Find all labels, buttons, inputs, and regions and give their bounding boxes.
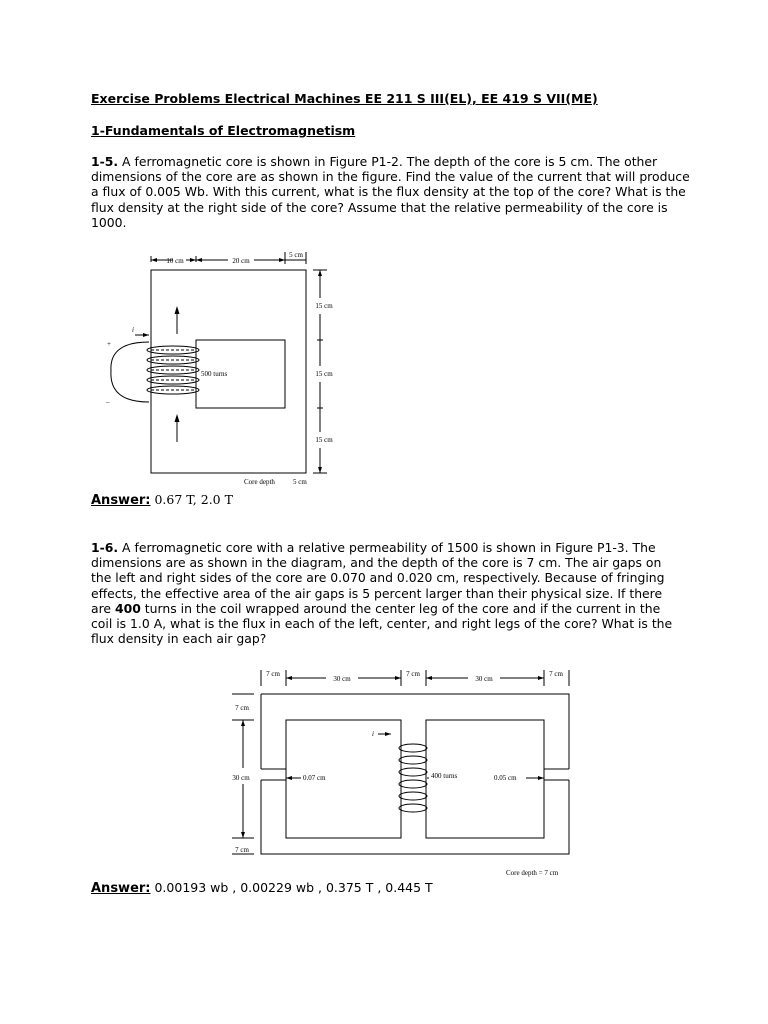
turns-label: 400 turns <box>431 772 458 780</box>
dim-v2-label: 15 cm <box>315 370 333 378</box>
dim-v3-label: 15 cm <box>315 436 333 444</box>
top-dim-4: 30 cm <box>475 675 493 683</box>
problem-statement-b: turns in the coil wrapped around the center leg of the core and if the current in the coil is 1.0 A, what is the flux in each of the left, center, and right legs of the core? What is the flux density in each air gap? <box>91 600 673 647</box>
gap-left-label: 0.07 cm <box>303 774 326 782</box>
top-dim-5: 7 cm <box>549 670 563 678</box>
minus-sign: – <box>106 398 110 406</box>
problem-number: 1-5. <box>91 154 119 169</box>
dim-middle-label: 20 cm <box>232 257 250 265</box>
current-label: i <box>132 326 134 334</box>
problem-statement: A ferromagnetic core is shown in Figure P1-2. The depth of the core is 5 cm. The other dimensions of the core are as shown in the figure. Find the value of the current that will produce a flux of 0.005 Wb. With this current, what is the flux density at the top of the core? What is the flux density at the right side of the core? Assume that the relative permeability of the core is 1000. <box>91 154 690 230</box>
top-dim-2: 30 cm <box>333 675 351 683</box>
current-label: i <box>372 730 374 738</box>
answer-1-6 <box>91 880 433 896</box>
turns-label: 500 turns <box>201 370 228 378</box>
problem-1-6-text <box>91 540 681 646</box>
problem-number: 1-6. <box>91 540 119 555</box>
dim-right-label: 5 cm <box>289 251 303 259</box>
dim-v1-label: 15 cm <box>315 302 333 310</box>
top-dim-3: 7 cm <box>406 670 420 678</box>
figure-p1-2 <box>91 246 346 492</box>
figure-p1-3 <box>226 662 578 884</box>
answer-label: Answer: <box>91 881 151 896</box>
plus-sign: + <box>107 340 111 348</box>
answer-label: Answer: <box>91 493 151 508</box>
problem-statement-a: A ferromagnetic core with a relative permeability of 1500 is shown in Figure P1-3. The dimensions are as shown in the diagram, and the depth of the core is 7 cm. The air gaps on the left and right sides of the core are 0.070 and 0.020 cm, respectively. Because of fringing effects, the effective area of the air gaps is 5 percent larger than their physical size. If there are <box>91 540 665 616</box>
core-depth-label: Core depth <box>244 478 275 486</box>
left-dim-3: 7 cm <box>235 846 249 854</box>
answer-value: 0.67 T, 2.0 T <box>154 492 233 507</box>
top-dim-1: 7 cm <box>266 670 280 678</box>
problem-1-5-text <box>91 154 691 230</box>
section-heading: 1-Fundamentals of Electromagnetism <box>91 123 356 138</box>
gap-right-label: 0.05 cm <box>494 774 517 782</box>
turns-count: 400 <box>114 600 141 616</box>
dim-left-label: 10 cm <box>166 257 184 265</box>
answer-1-5 <box>91 492 233 508</box>
left-dim-2: 30 cm <box>232 774 250 782</box>
core-depth-label: Core depth = 7 cm <box>506 869 559 877</box>
core-depth-value: 5 cm <box>293 478 307 486</box>
left-dim-1: 7 cm <box>235 704 249 712</box>
document-title: Exercise Problems Electrical Machines EE 211 S III(EL), EE 419 S VII(ME) <box>91 91 598 106</box>
answer-value: 0.00193 wb , 0.00229 wb , 0.375 T , 0.445 T <box>154 880 433 895</box>
core-outline <box>151 270 306 473</box>
